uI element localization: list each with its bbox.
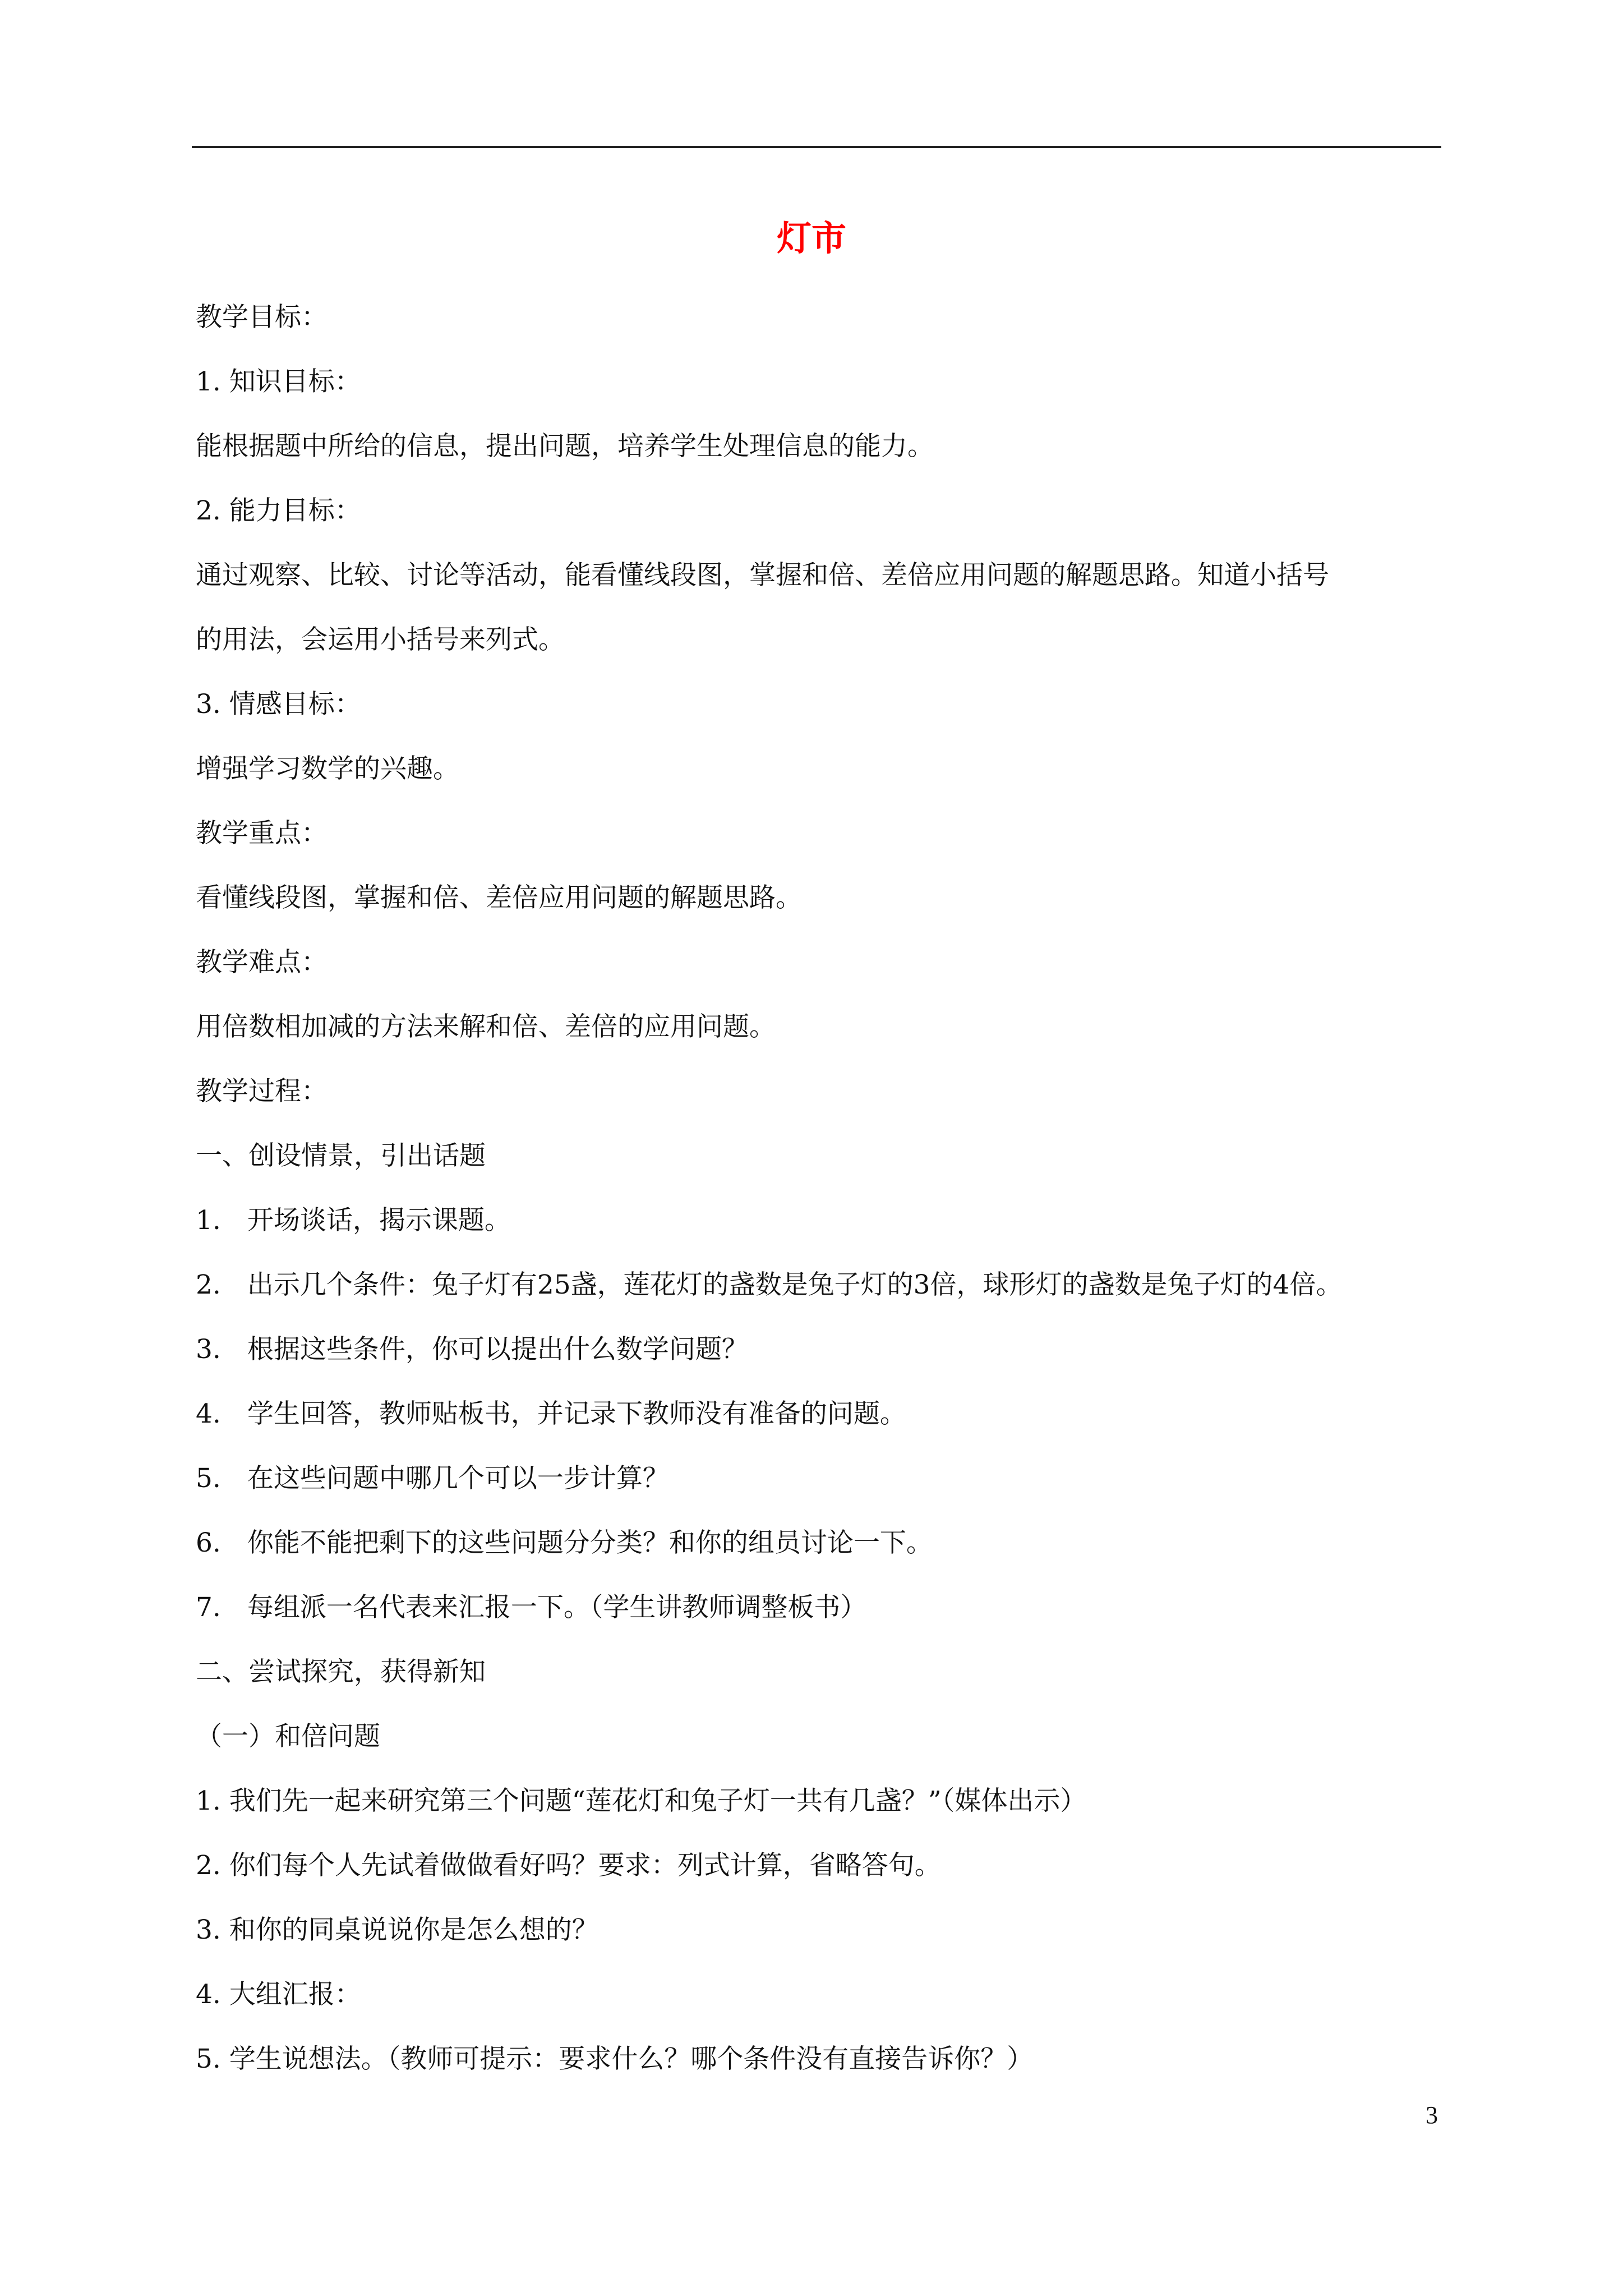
body-line: 用倍数相加减的方法来解和倍、差倍的应用问题。 <box>196 1011 776 1042</box>
body-line: 的用法，会运用小括号来列式。 <box>196 624 565 655</box>
body-line: 教学重点： <box>196 818 328 849</box>
body-line: 教学目标： <box>196 302 328 333</box>
body-line: 5. 在这些问题中哪几个可以一步计算？ <box>196 1463 669 1494</box>
body-line: 增强学习数学的兴趣。 <box>196 753 459 784</box>
body-line: 3. 情感目标： <box>196 689 361 720</box>
body-line: 3. 和你的同桌说说你是怎么想的？ <box>196 1915 598 1945</box>
document-title: 灯市 <box>776 218 846 259</box>
body-line: 4. 学生回答，教师贴板书，并记录下教师没有准备的问题。 <box>196 1398 906 1429</box>
body-line: 能根据题中所给的信息，提出问题，培养学生处理信息的能力。 <box>196 431 934 462</box>
body-line: 2. 能力目标： <box>196 495 361 526</box>
body-line: 4. 大组汇报： <box>196 1979 361 2010</box>
body-line: 通过观察、比较、讨论等活动，能看懂线段图，掌握和倍、差倍应用问题的解题思路。知道小括号 <box>196 560 1329 591</box>
body-line: 1. 知识目标： <box>196 366 361 397</box>
body-line: 教学难点： <box>196 947 328 978</box>
body-line: 7. 每组派一名代表来汇报一下。（学生讲教师调整板书） <box>196 1592 867 1623</box>
body-line: （一）和倍问题 <box>196 1721 380 1752</box>
body-line: 教学过程： <box>196 1076 328 1107</box>
body-line: 2. 你们每个人先试着做做看好吗？要求：列式计算，省略答句。 <box>196 1850 941 1881</box>
body-line: 看懂线段图，掌握和倍、差倍应用问题的解题思路。 <box>196 882 802 913</box>
header-rule <box>192 146 1441 148</box>
body-line: 5. 学生说想法。（教师可提示：要求什么？哪个条件没有直接告诉你？） <box>196 2044 1034 2074</box>
body-line: 一、创设情景，引出话题 <box>196 1140 486 1171</box>
body-line: 6. 你能不能把剩下的这些问题分分类？和你的组员讨论一下。 <box>196 1527 933 1558</box>
body-line: 1. 开场谈话，揭示课题。 <box>196 1205 511 1236</box>
body-line: 2. 出示几个条件：兔子灯有25盏，莲花灯的盏数是兔子灯的3倍，球形灯的盏数是兔子灯的4倍。 <box>196 1269 1343 1300</box>
body-line: 二、尝试探究，获得新知 <box>196 1657 486 1687</box>
body-line: 1. 我们先一起来研究第三个问题“莲花灯和兔子灯一共有几盏？”（媒体出示） <box>196 1786 1087 1816</box>
page-number: 3 <box>1426 2101 1438 2129</box>
body-line: 3. 根据这些条件，你可以提出什么数学问题？ <box>196 1334 748 1365</box>
document-body <box>196 296 1446 2102</box>
